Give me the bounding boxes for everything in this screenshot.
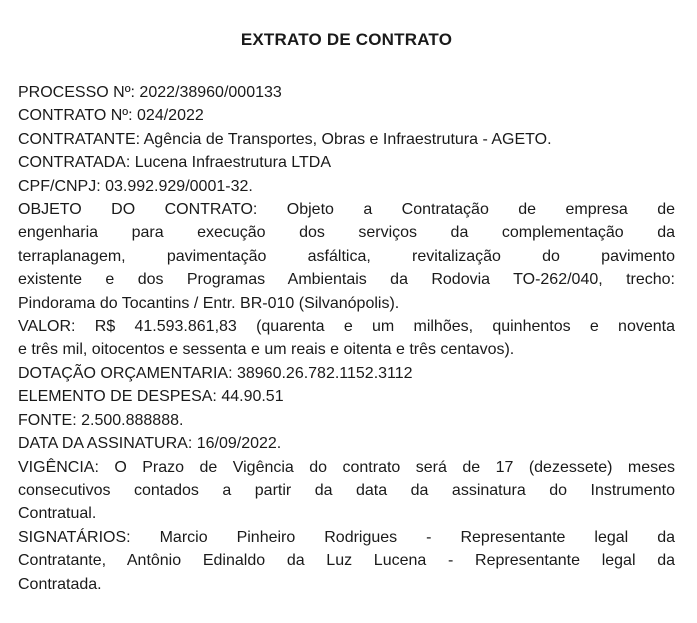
text-line: Contratual. bbox=[18, 505, 97, 523]
text-line: CONTRATANTE: Agência de Transportes, Obras e Infraestrutura - AGETO. bbox=[18, 130, 552, 148]
text-line: Contratada. bbox=[18, 575, 102, 593]
text-line: ELEMENTO DE DESPESA: 44.90.51 bbox=[18, 388, 284, 406]
text-line: Contratante, Antônio Edinaldo da Luz Lucena - Representante legal da bbox=[18, 552, 675, 570]
document-title: EXTRATO DE CONTRATO bbox=[240, 30, 453, 49]
text-line: FONTE: 2.500.888888. bbox=[18, 411, 184, 429]
text-line: VIGÊNCIA: O Prazo de Vigência do contrato será de 17 (dezessete) meses bbox=[18, 458, 675, 476]
text-line: consecutivos contados a partir da data da assinatura do Instrumento bbox=[18, 481, 675, 499]
document-body bbox=[18, 81, 675, 596]
text-line: DATA DA ASSINATURA: 16/09/2022. bbox=[18, 435, 282, 453]
text-line: OBJETO DO CONTRATO: Objeto a Contratação de empresa de bbox=[18, 201, 675, 219]
text-line: engenharia para execução dos serviços da complementação da bbox=[18, 224, 675, 242]
text-line: SIGNATÁRIOS: Marcio Pinheiro Rodrigues - Representante legal da bbox=[18, 528, 675, 546]
text-line: DOTAÇÃO ORÇAMENTARIA: 38960.26.782.1152.3112 bbox=[18, 364, 413, 382]
text-line: existente e dos Programas Ambientais da Rodovia TO-262/040, trecho: bbox=[18, 271, 675, 289]
text-line: CONTRATADA: Lucena Infraestrutura LTDA bbox=[18, 154, 331, 172]
text-line: VALOR: R$ 41.593.861,83 (quarenta e um milhões, quinhentos e noventa bbox=[18, 318, 675, 336]
text-line: PROCESSO Nº: 2022/38960/000133 bbox=[18, 84, 282, 101]
text-line: e três mil, oitocentos e sessenta e um reais e oitenta e três centavos). bbox=[18, 341, 515, 359]
text-line: CONTRATO Nº: 024/2022 bbox=[18, 107, 204, 125]
text-line: terraplanagem, pavimentação asfáltica, revitalização do pavimento bbox=[18, 247, 675, 265]
text-line: CPF/CNPJ: 03.992.929/0001-32. bbox=[18, 177, 253, 195]
text-line: Pindorama do Tocantins / Entr. BR-010 (Silvanópolis). bbox=[18, 294, 400, 312]
